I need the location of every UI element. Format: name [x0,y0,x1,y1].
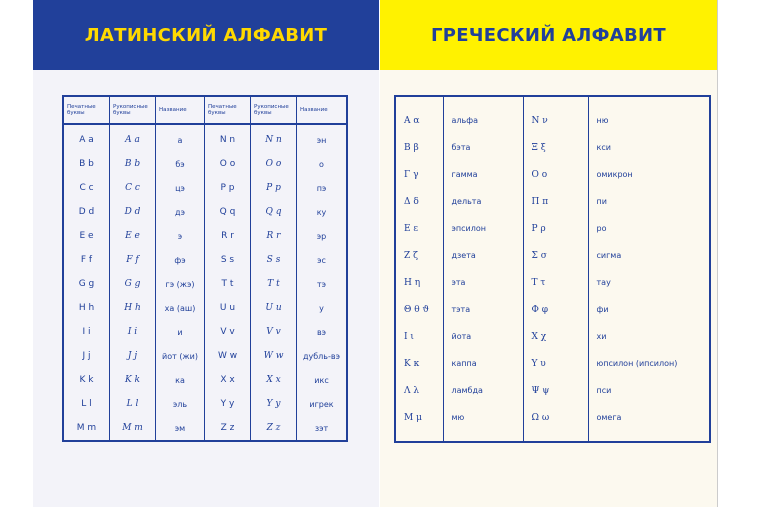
latin-title-banner [33,0,379,70]
latin-page [33,0,379,507]
latin-handwritten-letter: P p [251,176,297,200]
greek-letter: Φ φ [523,296,588,323]
latin-letter-name: йот (жи) [156,344,205,368]
latin-letter-name: у [297,296,348,320]
latin-letter-name: э [156,224,205,248]
greek-row [395,188,710,215]
latin-letter-name: эн [297,124,348,152]
latin-row [63,320,347,344]
greek-letter: Θ θ ϑ [395,296,443,323]
latin-printed-letter: O o [205,152,251,176]
latin-row [63,272,347,296]
greek-letter-name: ню [588,96,710,134]
greek-letter-name: ро [588,215,710,242]
latin-letter-name: и [156,320,205,344]
latin-handwritten-letter: Z z [251,416,297,441]
greek-letter-name: омикрон [588,161,710,188]
latin-handwritten-letter: N n [251,124,297,152]
greek-letter: Ξ ξ [523,134,588,161]
latin-handwritten-letter: B b [110,152,156,176]
latin-printed-letter: C c [63,176,110,200]
latin-printed-letter: Z z [205,416,251,441]
latin-printed-letter: M m [63,416,110,441]
latin-letter-name: фэ [156,248,205,272]
latin-handwritten-letter: S s [251,248,297,272]
latin-row [63,248,347,272]
latin-printed-letter: X x [205,368,251,392]
header-printed-2: Печатные буквы [205,96,251,124]
latin-printed-letter: F f [63,248,110,272]
greek-letter-name: юпсилон (ипсилон) [588,350,710,377]
latin-printed-letter: R r [205,224,251,248]
greek-letter-name: сигма [588,242,710,269]
latin-printed-letter: L l [63,392,110,416]
greek-row [395,96,710,134]
latin-handwritten-letter: Y y [251,392,297,416]
latin-letter-name: эль [156,392,205,416]
latin-row [63,344,347,368]
latin-printed-letter: Q q [205,200,251,224]
latin-handwritten-letter: C c [110,176,156,200]
latin-row [63,224,347,248]
latin-letter-name: гэ (жэ) [156,272,205,296]
latin-printed-letter: Y y [205,392,251,416]
greek-title-banner [380,0,717,70]
latin-printed-letter: V v [205,320,251,344]
greek-letter-name: дзета [443,242,523,269]
greek-row [395,377,710,404]
greek-title: ГРЕЧЕСКИЙ АЛФАВИТ [431,24,666,46]
latin-printed-letter: A a [63,124,110,152]
latin-row [63,176,347,200]
greek-letter-name: ламбда [443,377,523,404]
latin-printed-letter: G g [63,272,110,296]
greek-letter-name: мю [443,404,523,442]
latin-row [63,200,347,224]
greek-page [380,0,718,507]
greek-letter-name: бэта [443,134,523,161]
latin-letter-name: эр [297,224,348,248]
greek-letter-name: пси [588,377,710,404]
latin-letter-name: а [156,124,205,152]
greek-letter-name: йота [443,323,523,350]
greek-letter-name: дельта [443,188,523,215]
greek-letter: Υ υ [523,350,588,377]
header-handwritten-2: Рукописные буквы [251,96,297,124]
latin-handwritten-letter: J j [110,344,156,368]
greek-row [395,161,710,188]
latin-row [63,392,347,416]
latin-row [63,124,347,152]
greek-letter-name: хи [588,323,710,350]
greek-row [395,296,710,323]
greek-letter-name: тау [588,269,710,296]
latin-letter-name: зэт [297,416,348,441]
greek-letter: Ε ε [395,215,443,242]
latin-handwritten-letter: O o [251,152,297,176]
latin-letter-name: бэ [156,152,205,176]
latin-printed-letter: P p [205,176,251,200]
latin-row [63,416,347,441]
latin-row [63,152,347,176]
latin-printed-letter: E e [63,224,110,248]
latin-handwritten-letter: U u [251,296,297,320]
latin-letter-name: цэ [156,176,205,200]
latin-handwritten-letter: K k [110,368,156,392]
latin-handwritten-letter: W w [251,344,297,368]
greek-letter: Α α [395,96,443,134]
greek-row [395,350,710,377]
greek-letter: Μ μ [395,404,443,442]
latin-letter-name: икс [297,368,348,392]
greek-row [395,269,710,296]
latin-handwritten-letter: I i [110,320,156,344]
greek-row [395,323,710,350]
latin-handwritten-letter: X x [251,368,297,392]
greek-row [395,242,710,269]
greek-letter: Η η [395,269,443,296]
latin-handwritten-letter: G g [110,272,156,296]
latin-row [63,296,347,320]
latin-printed-letter: I i [63,320,110,344]
latin-letter-name: пэ [297,176,348,200]
greek-letter: Ω ω [523,404,588,442]
greek-letter-name: альфа [443,96,523,134]
greek-letter-name: тэта [443,296,523,323]
latin-letter-name: вэ [297,320,348,344]
latin-alphabet-table [62,95,348,442]
latin-handwritten-letter: V v [251,320,297,344]
greek-alphabet-table [394,95,711,443]
latin-letter-name: дэ [156,200,205,224]
latin-letter-name: о [297,152,348,176]
latin-printed-letter: W w [205,344,251,368]
greek-letter: Ψ ψ [523,377,588,404]
greek-letter: Γ γ [395,161,443,188]
latin-handwritten-letter: H h [110,296,156,320]
latin-printed-letter: B b [63,152,110,176]
header-name-2: Название [297,96,348,124]
latin-handwritten-letter: R r [251,224,297,248]
greek-letter: Χ χ [523,323,588,350]
greek-row [395,404,710,442]
latin-printed-letter: K k [63,368,110,392]
latin-printed-letter: T t [205,272,251,296]
latin-printed-letter: U u [205,296,251,320]
latin-header-row [63,96,347,124]
header-handwritten-1: Рукописные буквы [110,96,156,124]
greek-letter: Τ τ [523,269,588,296]
latin-letter-name: ку [297,200,348,224]
greek-letter-name: эпсилон [443,215,523,242]
greek-letter: Ρ ρ [523,215,588,242]
greek-letter-name: каппа [443,350,523,377]
latin-printed-letter: H h [63,296,110,320]
latin-handwritten-letter: A a [110,124,156,152]
latin-row [63,368,347,392]
latin-printed-letter: S s [205,248,251,272]
greek-letter: Ο ο [523,161,588,188]
latin-handwritten-letter: D d [110,200,156,224]
latin-letter-name: дубль-вэ [297,344,348,368]
greek-letter: Ι ι [395,323,443,350]
greek-letter-name: кси [588,134,710,161]
latin-handwritten-letter: M m [110,416,156,441]
latin-letter-name: ха (аш) [156,296,205,320]
greek-letter: Ζ ζ [395,242,443,269]
latin-letter-name: эс [297,248,348,272]
header-printed-1: Печатные буквы [63,96,110,124]
greek-letter: Κ κ [395,350,443,377]
latin-handwritten-letter: Q q [251,200,297,224]
latin-handwritten-letter: T t [251,272,297,296]
greek-letter-name: гамма [443,161,523,188]
greek-letter-name: фи [588,296,710,323]
latin-printed-letter: N n [205,124,251,152]
latin-letter-name: эм [156,416,205,441]
latin-letter-name: игрек [297,392,348,416]
greek-letter: Ν ν [523,96,588,134]
greek-letter: Λ λ [395,377,443,404]
greek-row [395,134,710,161]
greek-letter: Σ σ [523,242,588,269]
latin-handwritten-letter: L l [110,392,156,416]
greek-letter-name: омега [588,404,710,442]
greek-letter-name: эта [443,269,523,296]
greek-row [395,215,710,242]
latin-letter-name: ка [156,368,205,392]
latin-letter-name: тэ [297,272,348,296]
latin-printed-letter: J j [63,344,110,368]
greek-letter-name: пи [588,188,710,215]
header-name-1: Название [156,96,205,124]
latin-handwritten-letter: E e [110,224,156,248]
greek-letter: Π π [523,188,588,215]
greek-letter: Β β [395,134,443,161]
latin-handwritten-letter: F f [110,248,156,272]
latin-printed-letter: D d [63,200,110,224]
greek-letter: Δ δ [395,188,443,215]
latin-title: ЛАТИНСКИЙ АЛФАВИТ [84,24,328,46]
